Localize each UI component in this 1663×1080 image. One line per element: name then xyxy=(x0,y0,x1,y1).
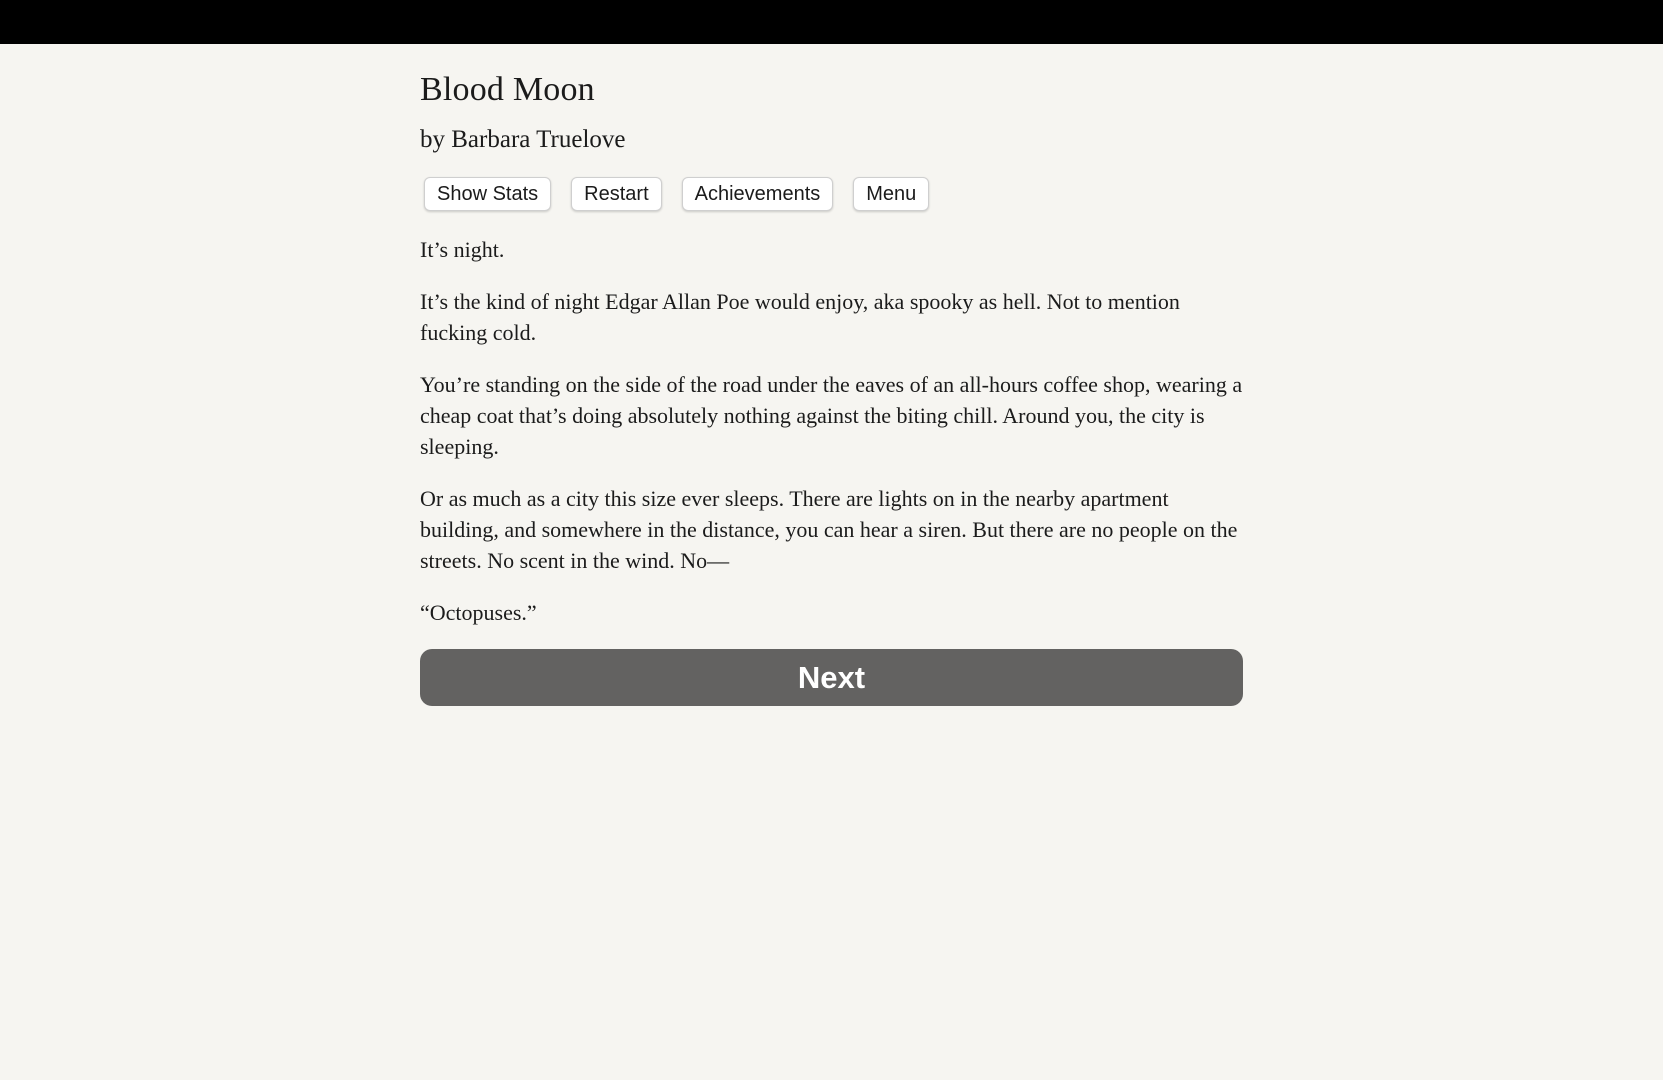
game-content xyxy=(420,44,1243,706)
toolbar xyxy=(420,176,1243,212)
story-paragraph: It’s the kind of night Edgar Allan Poe would enjoy, aka spooky as hell. Not to mention fucking cold. xyxy=(420,289,1180,345)
game-title: Blood Moon xyxy=(420,71,595,108)
next-button[interactable]: Next xyxy=(420,649,1243,706)
story-text xyxy=(420,234,1243,628)
story-paragraph: “Octopuses.” xyxy=(420,600,537,625)
story-paragraph: Or as much as a city this size ever sleeps. There are lights on in the nearby apartment building, and somewhere in the distance, you can hear a siren. But there are no people on the streets. No scent in the wind. No— xyxy=(420,486,1238,573)
restart-button[interactable]: Restart xyxy=(571,177,661,211)
menu-button[interactable]: Menu xyxy=(853,177,929,211)
story-paragraph: It’s night. xyxy=(420,237,505,262)
game-author: by Barbara Truelove xyxy=(420,126,626,153)
achievements-button[interactable]: Achievements xyxy=(682,177,834,211)
show-stats-button[interactable]: Show Stats xyxy=(424,177,551,211)
top-bar xyxy=(0,0,1663,44)
story-paragraph: You’re standing on the side of the road under the eaves of an all-hours coffee shop, wearing a cheap coat that’s doing absolutely nothing against the biting chill. Around you, the city is sleeping. xyxy=(420,372,1243,459)
